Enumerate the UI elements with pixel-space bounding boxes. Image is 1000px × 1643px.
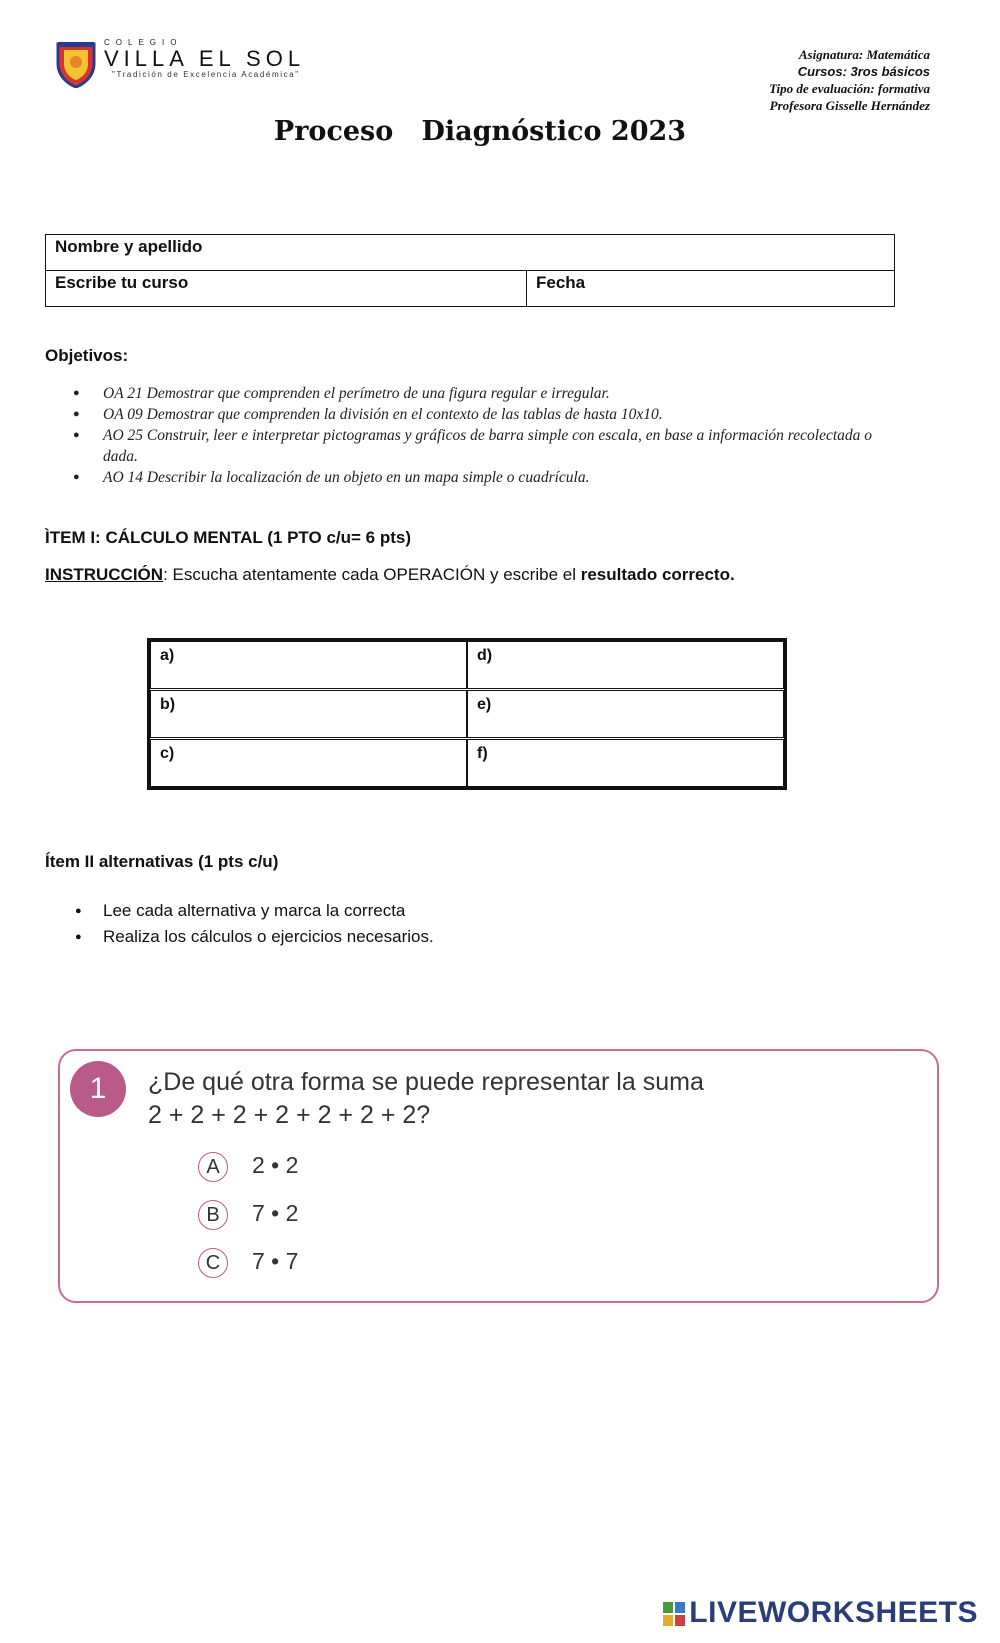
option-a[interactable]: [198, 1152, 298, 1182]
answer-cell-b[interactable]: b): [150, 690, 467, 738]
list-item: ● Lee cada alternativa y marca la correcta: [45, 898, 434, 924]
student-info-table: [45, 234, 895, 307]
answer-cell-a[interactable]: a): [150, 641, 467, 689]
answer-cell-c[interactable]: c): [150, 739, 467, 787]
course-label: Escribe tu curso: [55, 273, 189, 292]
courses-line: Cursos: 3ros básicos: [797, 64, 930, 79]
item2-heading: Ítem II alternativas (1 pts c/u): [45, 852, 279, 871]
school-label: COLEGIO: [104, 38, 183, 47]
item2-instructions: [45, 898, 434, 950]
list-item: ● AO 25 Construir, leer e interpretar pictogramas y gráficos de barra simple con escala, en base a información recolectada o dada.: [45, 425, 905, 467]
objectives-heading: Objetivos:: [45, 346, 129, 365]
answer-cell-e[interactable]: e): [467, 690, 784, 738]
school-crest-icon: [56, 40, 96, 88]
liveworksheets-logo: [663, 1596, 978, 1630]
name-label: Nombre y apellido: [55, 237, 203, 256]
question-number-badge: 1: [70, 1061, 126, 1117]
course-field[interactable]: [46, 271, 527, 307]
option-letter-circle[interactable]: B: [198, 1200, 228, 1230]
school-motto: "Tradición de Excelencia Académica": [112, 70, 300, 79]
page-title: Proceso Diagnóstico 2023: [273, 116, 687, 147]
question-line-2: 2 + 2 + 2 + 2 + 2 + 2 + 2?: [148, 1101, 431, 1129]
subject-line: Asignatura: Matemática: [798, 47, 930, 62]
option-text: 2 • 2: [252, 1152, 299, 1179]
item1-instruction: [45, 565, 735, 585]
item1-heading: ÌTEM I: CÁLCULO MENTAL (1 PTO c/u= 6 pts): [45, 528, 411, 547]
option-text: 7 • 7: [252, 1248, 299, 1275]
option-letter-circle[interactable]: A: [198, 1152, 228, 1182]
mental-math-answer-grid: [147, 638, 787, 790]
answer-cell-f[interactable]: f): [467, 739, 784, 787]
answer-cell-d[interactable]: d): [467, 641, 784, 689]
objectives-list: [45, 383, 905, 488]
option-b[interactable]: [198, 1200, 298, 1230]
brand-text: LIVEWORKSHEETS: [689, 1596, 978, 1629]
list-item: ● AO 14 Describir la localización de un objeto en un mapa simple o cuadrícula.: [45, 467, 905, 488]
teacher-line: Profesora Gisselle Hernández: [769, 98, 930, 113]
document-meta: [769, 46, 930, 114]
list-item: ● OA 21 Demostrar que comprenden el perímetro de una figura regular e irregular.: [45, 383, 905, 404]
date-field[interactable]: [527, 271, 895, 307]
evaluation-type-line: Tipo de evaluación: formativa: [769, 81, 930, 96]
instruction-label: INSTRUCCIÓN: [45, 565, 164, 584]
instruction-bold: resultado correcto.: [580, 565, 735, 584]
question-text: [148, 1066, 704, 1132]
school-name: VILLA EL SOL: [104, 46, 306, 71]
option-c[interactable]: [198, 1248, 298, 1278]
name-field[interactable]: [46, 235, 895, 271]
list-item: ● Realiza los cálculos o ejercicios necesarios.: [45, 924, 434, 950]
instruction-text: : Escucha atentamente cada OPERACIÓN y escribe el: [163, 565, 581, 584]
date-label: Fecha: [536, 273, 586, 292]
option-letter-circle[interactable]: C: [198, 1248, 228, 1278]
liveworksheets-icon: [663, 1602, 685, 1626]
question-line-1: ¿De qué otra forma se puede representar la suma: [148, 1068, 704, 1096]
option-text: 7 • 2: [252, 1200, 299, 1227]
list-item: ● OA 09 Demostrar que comprenden la división en el contexto de las tablas de hasta 10x10.: [45, 404, 905, 425]
